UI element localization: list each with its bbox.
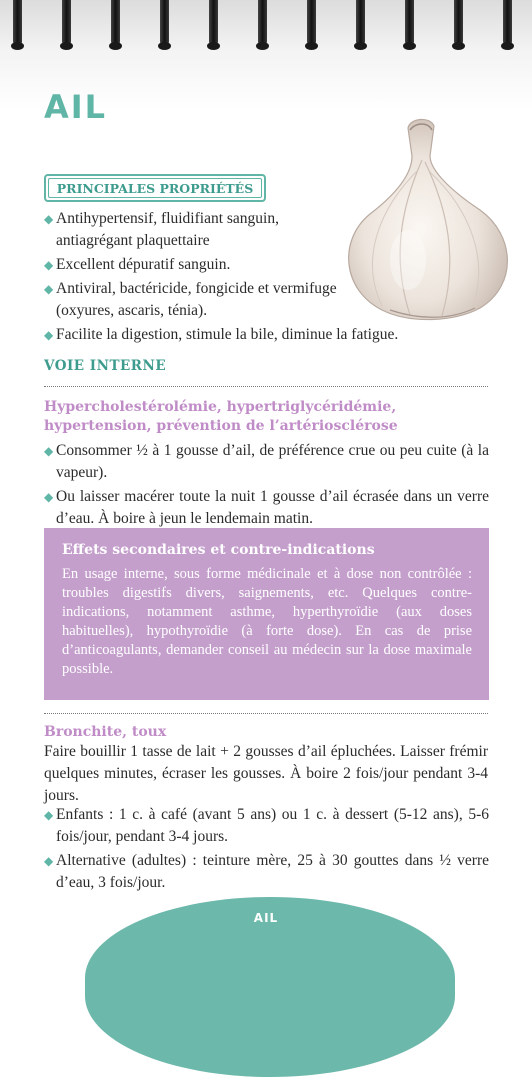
bullet-icon: ◆ (44, 212, 54, 226)
list-item: ◆ Antiviral, bactéricide, fongicide et vermifuge (oxyures, ascaris, ténia). (44, 280, 337, 319)
list-item: ◆ Alternative (adultes) : teinture mère, 25 à 30 gouttes dans ½ verre d’eau, 3 fois/jour. (44, 852, 489, 891)
binding-ring (160, 0, 169, 46)
bullet-icon: ◆ (44, 854, 54, 868)
binding-ring (13, 0, 22, 46)
bullet-icon: ◆ (44, 328, 54, 342)
spiral-binding (0, 0, 532, 60)
binding-ring (307, 0, 316, 46)
footer-label: AIL (253, 911, 279, 925)
list-item: ◆ Enfants : 1 c. à café (avant 5 ans) ou 1 c. à dessert (5-12 ans), 5-6 fois/jour, pendant 3-4 jours. (44, 806, 489, 845)
binding-ring (454, 0, 463, 46)
binding-ring (209, 0, 218, 46)
page-title: AIL (44, 88, 108, 126)
list-item: ◆ Ou laisser macérer toute la nuit 1 gousse d’ail écrasée dans un verre d’eau. À boire à jeun le lendemain matin. (44, 488, 489, 527)
callout-body: En usage interne, sous forme médicinale et à dose non contrôlée : troubles digestifs divers, saignements, etc. Quelques contre-indications, notamment asthme, hyperthyroïdie (aux doses habituelles), hypothyroïdie (à forte dose). En cas de prise d’anticoagulants, demander conseil au médecin sur la dose maximale possible. (62, 566, 472, 677)
callout-title: Effets secondaires et contre-indications (62, 542, 375, 558)
binding-ring (356, 0, 365, 46)
list-item: ◆ Excellent dépuratif sanguin. (44, 254, 489, 276)
binding-ring (258, 0, 267, 46)
list-item: ◆ Consommer ½ à 1 gousse d’ail, de préférence crue ou peu cuite (à la vapeur). (44, 442, 489, 481)
bronchite-instructions: Faire bouillir 1 tasse de lait + 2 gousses d’ail épluchées. Laisser frémir quelques minutes, écraser les gousses. À boire 2 fois/jour pendant 3-4 jours. (44, 743, 488, 804)
bullet-icon: ◆ (44, 258, 54, 272)
dotted-divider (44, 386, 488, 387)
bullet-icon: ◆ (44, 444, 54, 458)
binding-ring (62, 0, 71, 46)
bullet-icon: ◆ (44, 282, 54, 296)
side-effects-callout (44, 528, 489, 700)
properties-badge: PRINCIPALES PROPRIÉTÉS (44, 174, 266, 202)
dotted-divider (44, 713, 488, 714)
bullet-icon: ◆ (44, 490, 54, 504)
binding-ring (111, 0, 120, 46)
bullet-icon: ◆ (44, 808, 54, 822)
section-heading-voie-interne: VOIE INTERNE (44, 358, 167, 374)
binding-ring (405, 0, 414, 46)
list-item: ◆ Facilite la digestion, stimule la bile, diminue la fatigue. (44, 324, 489, 346)
properties-list (44, 208, 489, 346)
subheading-bronchite: Bronchite, toux (44, 724, 167, 740)
remedy-list-bronchite (44, 804, 489, 894)
list-item: ◆ Antihypertensif, fluidifiant sanguin, antiagrégant plaquettaire (44, 210, 279, 249)
remedy-list-hypercholesterolemie (44, 440, 489, 530)
binding-ring (503, 0, 512, 46)
subheading-hypercholesterolemie: Hypercholestérolémie, hypertriglycéridémie, hypertension, prévention de l’artériosclérose (44, 399, 398, 434)
